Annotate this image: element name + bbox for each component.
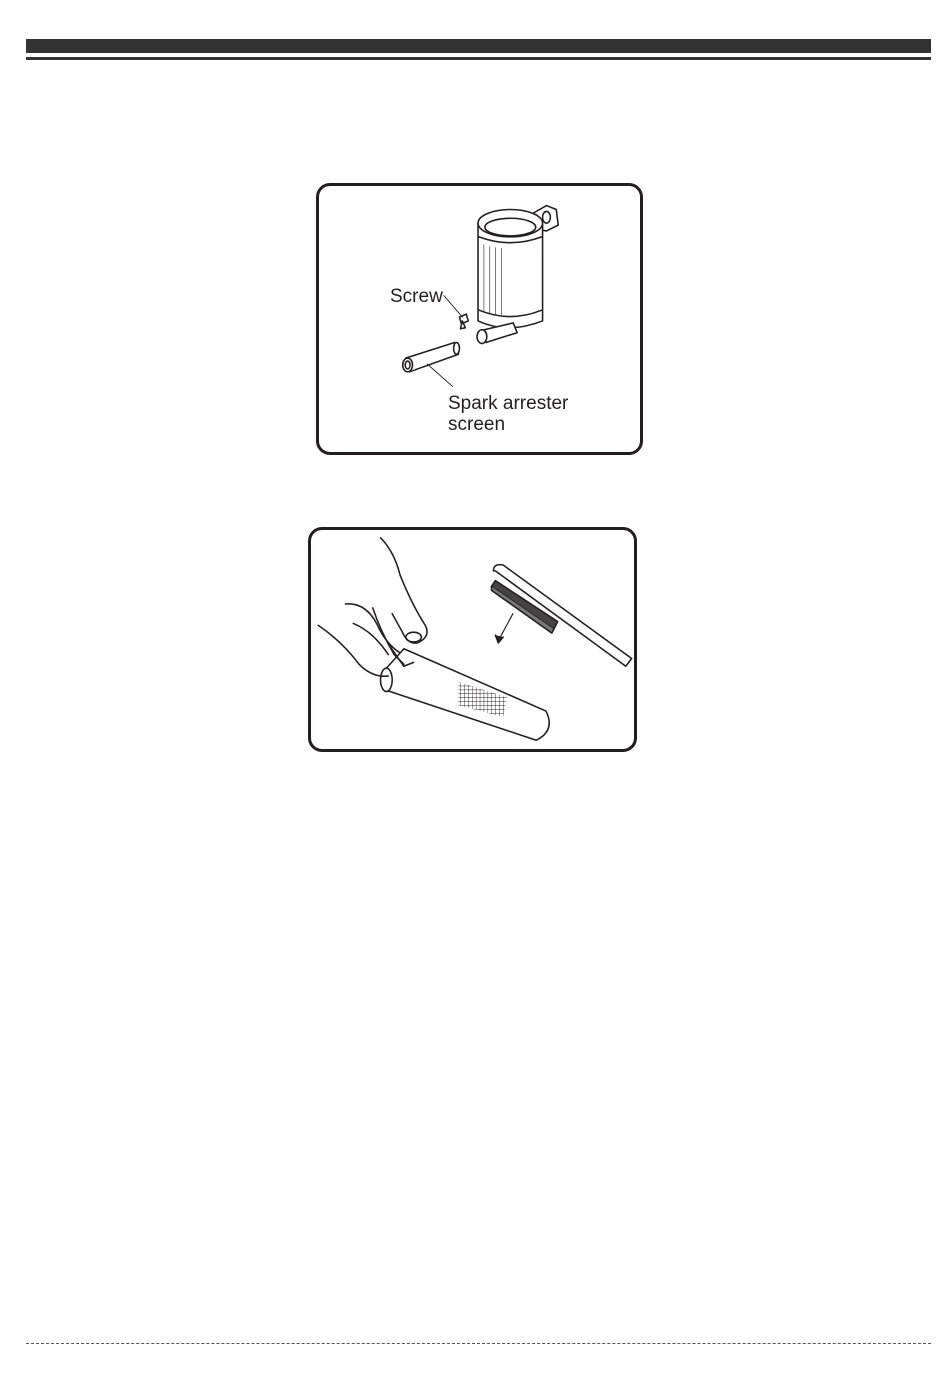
screw-part [444, 296, 468, 329]
header-rule [26, 57, 931, 60]
header-bar [26, 39, 931, 53]
screen-tube-icon [381, 649, 550, 740]
footer-rule [26, 1343, 931, 1344]
muffler-outlet [477, 323, 517, 344]
brush-cleaning-illustration [308, 527, 637, 752]
muffler-illustration [316, 183, 643, 455]
spark-arrester-label-line2: screen [448, 414, 506, 435]
muffler-body [478, 209, 543, 327]
spark-arrester-label [448, 393, 568, 435]
wire-brush-icon [491, 565, 631, 667]
spark-arrester-label-line1: Spark arrester [448, 393, 569, 414]
screw-label: Screw [390, 286, 443, 307]
brush-cleaning-drawing [311, 530, 634, 749]
spark-arrester-part [403, 342, 460, 386]
